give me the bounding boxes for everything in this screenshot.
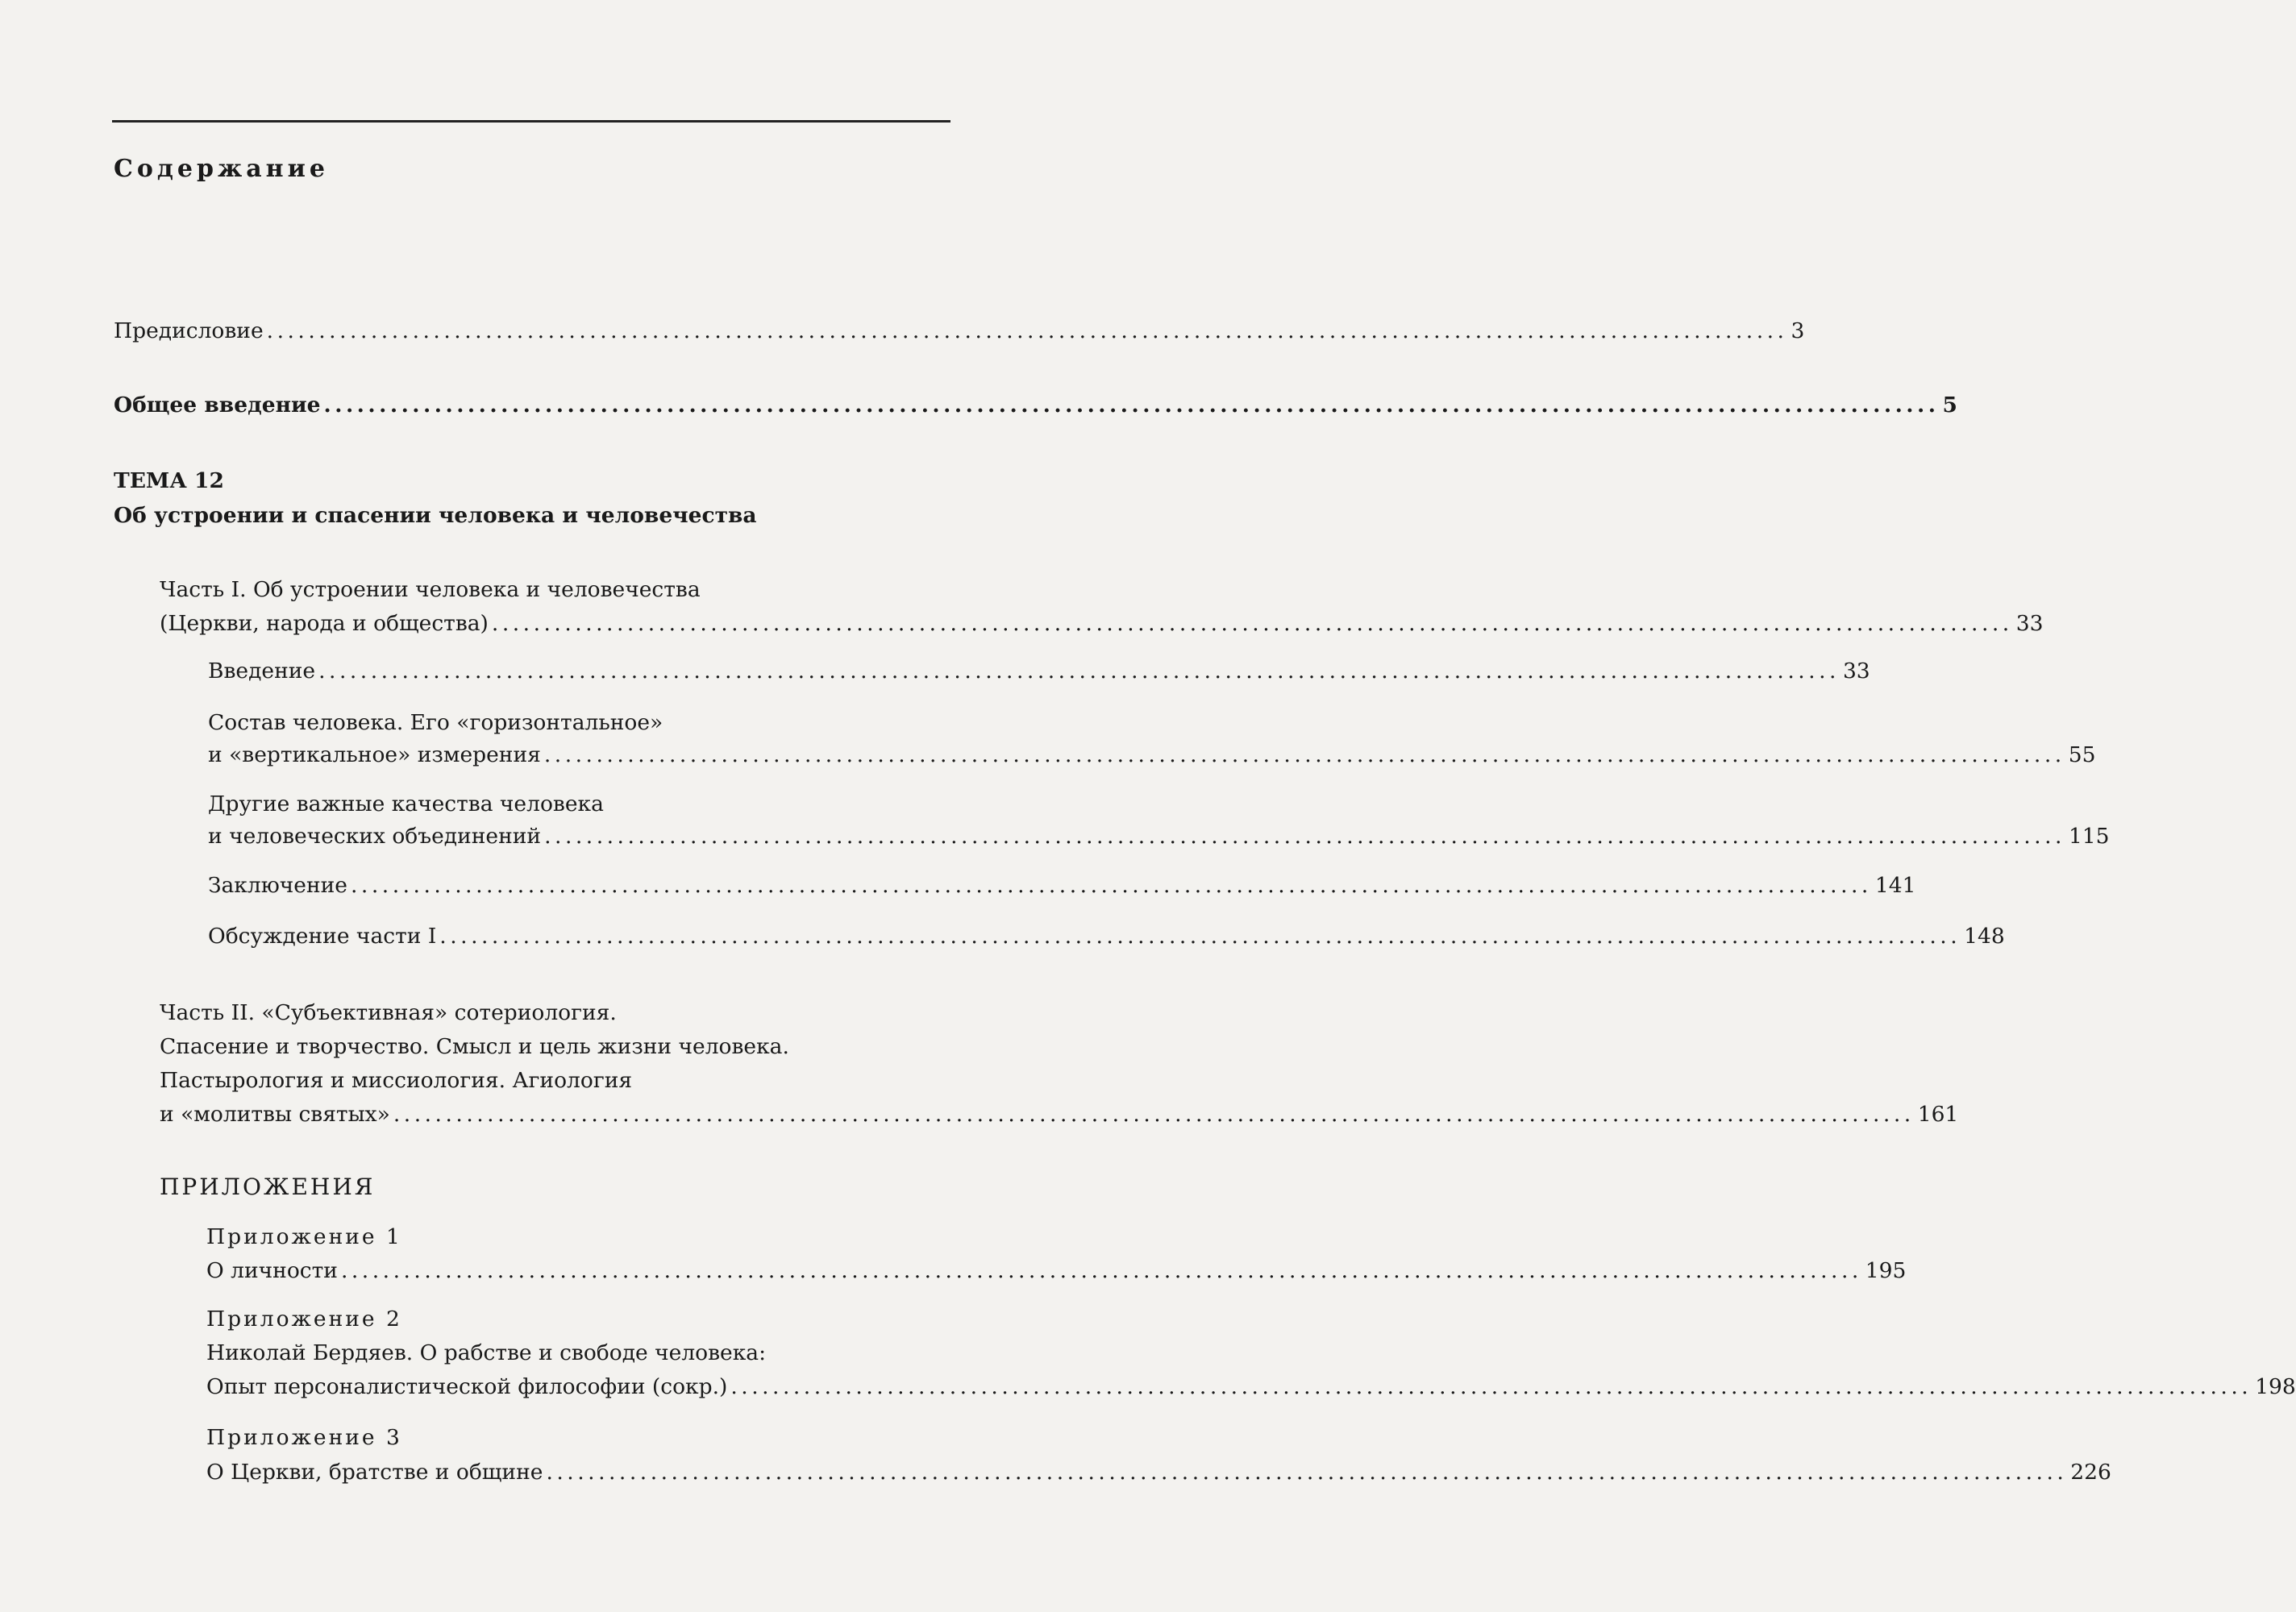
page-title: Содержание <box>114 155 329 183</box>
leader-dots: .................................................................................................................................................. <box>323 393 1940 418</box>
toc-entry-section: Заключение .................................................................................................................................................. 141 <box>208 873 1916 898</box>
top-rule <box>112 120 950 123</box>
page-number: 115 <box>2068 824 2110 849</box>
toc-entry-intro: Общее введение .................................................................................................................................................. 5 <box>114 393 1957 418</box>
page-number: 195 <box>1865 1258 1907 1283</box>
part1-title-line1: Часть I. Об устроении человека и человечества <box>160 577 701 602</box>
leader-dots: .................................................................................................................................................. <box>439 924 1961 949</box>
leader-dots: .................................................................................................................................................. <box>318 659 1840 683</box>
toc-entry-section: и человеческих объединений .................................................................................................................................................. 115 <box>208 824 2110 849</box>
appendix-title-line1: Николай Бердяев. О рабстве и свободе человека: <box>206 1340 767 1365</box>
page-number: 55 <box>2068 742 2096 767</box>
leader-dots: .................................................................................................................................................. <box>266 318 1788 343</box>
appendix-label: Приложение 3 <box>206 1425 402 1450</box>
toc-entry-section: Обсуждение части I .................................................................................................................................................. 148 <box>208 924 2005 949</box>
leader-dots: .................................................................................................................................................. <box>546 1460 2068 1485</box>
part2-title-line3: Пастырология и миссиология. Агиология <box>160 1068 633 1093</box>
leader-dots: .................................................................................................................................................. <box>730 1374 2252 1399</box>
toc-entry-part2: и «молитвы святых» .................................................................................................................................................. 161 <box>160 1102 1959 1127</box>
toc-entry-section: и «вертикальное» измерения .................................................................................................................................................. 55 <box>208 742 2096 767</box>
page-number: 141 <box>1874 873 1916 898</box>
toc-entry-appendix: О Церкви, братстве и общине .................................................................................................................................................. 226 <box>206 1460 2111 1485</box>
theme-label: ТЕМА 12 <box>114 468 224 493</box>
page-number: 226 <box>2070 1460 2111 1485</box>
page-number: 33 <box>1842 659 1870 683</box>
part2-title-line2: Спасение и творчество. Смысл и цель жизни человека. <box>160 1034 789 1059</box>
page-number: 5 <box>1942 393 1957 418</box>
section-title-line1: Другие важные качества человека <box>208 791 604 816</box>
page-number: 3 <box>1791 318 1805 343</box>
toc-entry-appendix: О личности .................................................................................................................................................. 195 <box>206 1258 1907 1283</box>
page-number: 198 <box>2255 1374 2296 1399</box>
theme-title: Об устроении и спасении человека и человечества <box>114 503 757 528</box>
appendix-label: Приложение 2 <box>206 1307 402 1332</box>
leader-dots: .................................................................................................................................................. <box>351 873 1872 898</box>
section-title-line1: Состав человека. Его «горизонтальное» <box>208 710 663 735</box>
leader-dots: .................................................................................................................................................. <box>544 824 2065 849</box>
page-number: 148 <box>1964 924 2005 949</box>
leader-dots: .................................................................................................................................................. <box>393 1102 1915 1127</box>
page-number: 33 <box>2015 611 2044 636</box>
leader-dots: .................................................................................................................................................. <box>543 742 2065 767</box>
page-number: 161 <box>1917 1102 1959 1127</box>
appendices-heading: ПРИЛОЖЕНИЯ <box>160 1174 376 1200</box>
toc-entry-appendix: Опыт персоналистической философии (сокр.) .................................................................................................................................................. 198 <box>206 1374 2296 1399</box>
toc-entry-section: Введение .................................................................................................................................................. 33 <box>208 659 1870 683</box>
toc-entry-part1: (Церкви, народа и общества) .................................................................................................................................................. 33 <box>160 611 2044 636</box>
leader-dots: .................................................................................................................................................. <box>340 1258 1862 1283</box>
toc-entry-preface: Предисловие .................................................................................................................................................. 3 <box>114 318 1805 343</box>
part2-title-line1: Часть II. «Субъективная» сотериология. <box>160 1000 617 1025</box>
leader-dots: .................................................................................................................................................. <box>491 611 2013 636</box>
appendix-label: Приложение 1 <box>206 1224 402 1249</box>
